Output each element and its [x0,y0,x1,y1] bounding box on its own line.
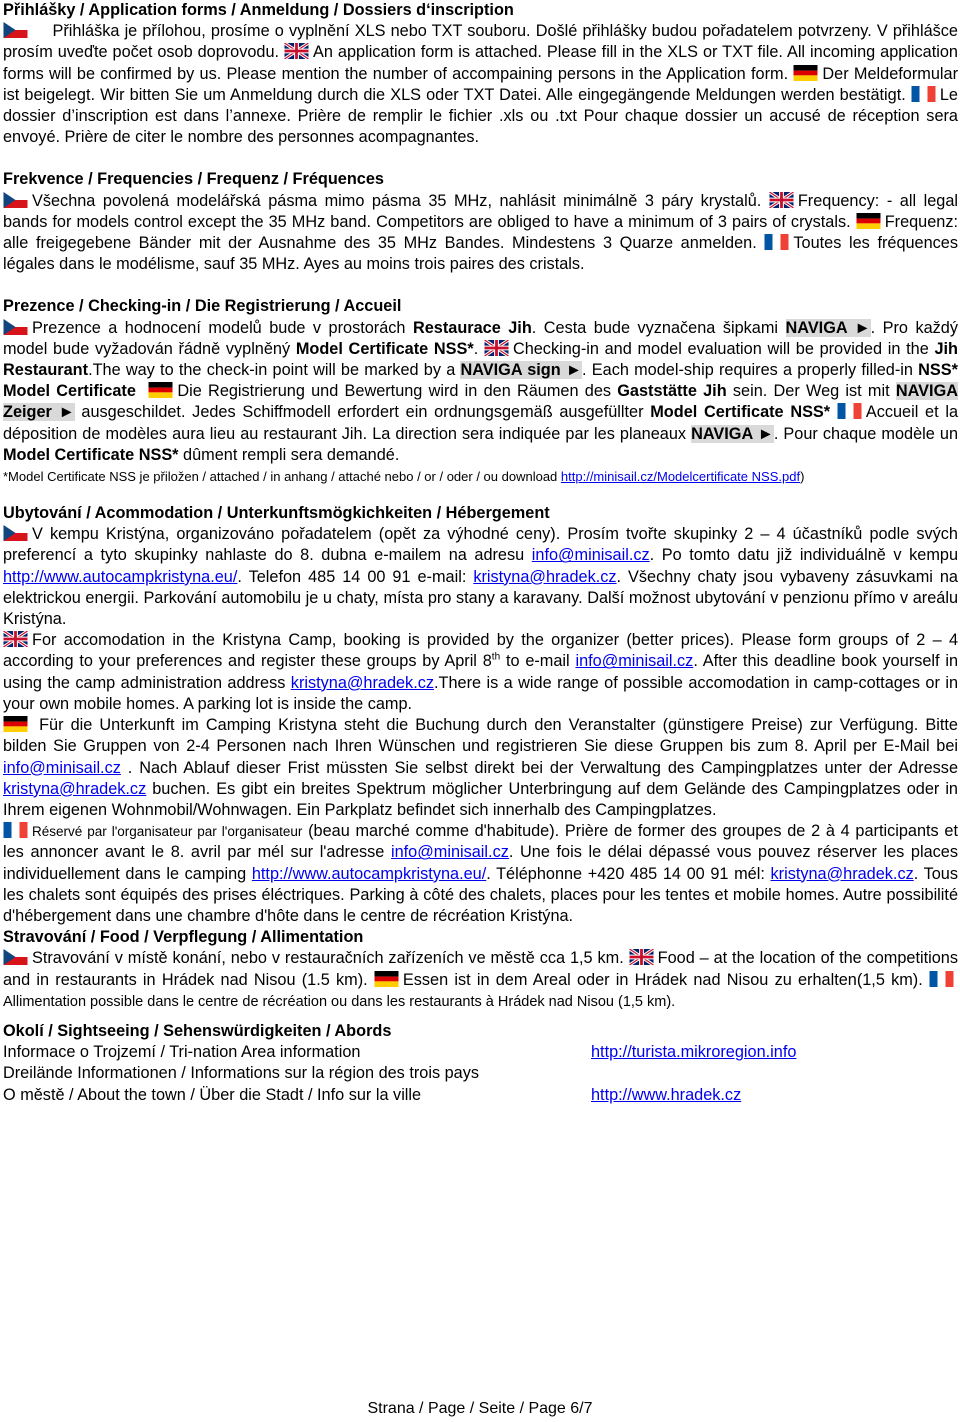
paragraph-food: Stravování v místě konání, nebo v restauračních zařízeních ve městě cca 1,5 km. Food – at the location of the competitions and in restaurants in Hrádek nad Nisou (1.5 km). Essen ist in dem Areal oder in Hrádek nad Nisou zu erhalten(1,5 km). Allimentation possible dans le centre de récréation ou dans les restaurants à Hrádek nad Nisou (1,5 km). [3,949,958,1010]
paragraph-accommodation-cz: V kempu Kristýna, organizováno pořadatelem (opět za výhodné ceny). Prosím tvořte skupinky 2 – 4 účastníků podle svých preferencí a tyto skupinky nahlaste do 8. dubna e-mailem na adresu info@minisail.cz. Po tomto datu již individuálně v kempu http://www.autocampkristyna.eu/. Telefon 485 14 00 91 e-mail: kristyna@hradek.cz. Všechny chaty jsou vybaveny zásuvkami na elektrickou energii. Parkování automobilu je u chaty, místa pro stany a karavany. Další možnost ubytování v penzionu přímo v areálu Kristýna. [3,525,958,629]
french-flag-icon [929,971,954,987]
paragraph-accommodation-en: For accomodation in the Kristyna Camp, booking is provided by the organizer (better prices). Please form groups of 2 – 4 according to your preferences and register these groups by April 8th to e-mail info@minisail.cz. After this deadline book yourself in using the camp administration address kristyna@hradek.cz.There is a wide range of possible accomodation in camp-cottages or in your own mobile homes. A parking lot is inside the camp. [3,631,959,713]
camp-website-link[interactable]: http://www.autocampkristyna.eu/ [251,864,487,883]
document-page [3,0,958,1106]
german-flag-icon [856,213,881,229]
certificate-note: *Model Certificate NSS je přiložen / attached / in anhang / attaché nebo / or / oder / ou download http://minisail.cz/Modelcertificate NSS.pdf) [3,469,805,485]
section-heading-sightseeing: Okolí / Sightseeing / Sehenswürdigkeiten / Abords [3,1021,392,1040]
german-flag-icon [793,65,818,81]
czech-flag-icon [3,319,28,335]
naviga-fr-marker: NAVIGA ► [691,424,774,443]
email-link[interactable]: info@minisail.cz [390,843,509,862]
paragraph-applications: Přihláška je přílohou, prosíme o vyplnění XLS nebo TXT souboru. Došlé přihlášky budou pořadatelem potvrzeny. V přihlášce prosím uveďte počet osob doprovodu. An application form is attached. Please fill in the XLS or TXT file. All incoming application forms will be confirmed by us. Please mention the number of accompaining persons in the Application form. Der Meldeformular ist beigelegt. Wir bitten Sie um Anmeldung durch die XLS oder TXT Datei. Alle eingegängende Meldungen werden bestätigt. Le dossier d’inscription est dans l’annexe. Prière de remplir le fichier .xls ou .txt Pour chaque dossier un accusé de réception sera envoyé. Prière de citer le nombre des personnes acompagnantes. [3,22,958,147]
paragraph-accommodation-de: Für die Unterkunft im Camping Kristyna steht die Buchung durch den Veranstalter (günstigere Preise) zur Verfügung. Bitte bilden Sie Gruppen von 2-4 Personen nach Ihren Wünschen und registrieren Sie diese Gruppen bis zum 8. April per E-Mail bei info@minisail.cz . Nach Ablauf dieser Frist müssten Sie selbst direkt bei der Verwaltung des Campingplatzes unter der Adresse kristyna@hradek.cz buchen. Es gibt ein breites Spektrum möglicher Unterbringung auf dem Gelände des Campingplatzes oder in Ihrem eigenen Wohnmobil/Wohnwagen. Ein Parkplatz befindet sich innerhalb des Campingplatzes. [3,716,958,819]
sightseeing-row: Informace o Trojzemí / Tri-nation Area information http://turista.mikroregion.info [3,1042,958,1063]
czech-flag-icon [3,22,28,38]
paragraph-frequencies: Všechna povolená modelářská pásma mimo pásma 35 MHz, nahlásit minimálně 3 páry krystalů. Frequency: - all legal bands for models control except the 35 MHz band. Competitors are obliged to have a minimum of 3 pairs of crystals. Frequenz: alle freigegebene Bänder mit der Ausnahme des 35 MHz Bandes. Mindestens 3 Quarze anmelden. Toutes les fréquences légales dans le modélisme, sauf 35 MHz. Ayes au moins trois paires des cristals. [3,191,959,274]
uk-flag-icon [3,631,28,647]
french-flag-icon [3,822,28,838]
section-heading-frequencies: Frekvence / Frequencies / Frequenz / Fréquences [3,170,384,189]
section-heading-accommodation: Ubytování / Acommodation / Unterkunftsmögkichkeiten / Hébergement [3,504,550,523]
uk-flag-icon [484,340,509,356]
czech-flag-icon [3,192,28,208]
camp-email-link[interactable]: kristyna@hradek.cz [770,864,914,883]
town-website-link[interactable]: http://www.hradek.cz [591,1085,742,1104]
french-flag-icon [764,234,789,250]
camp-email-link[interactable]: kristyna@hradek.cz [3,779,147,798]
region-info-link[interactable]: http://turista.mikroregion.info [591,1043,797,1062]
camp-email-link[interactable]: kristyna@hradek.cz [290,673,435,692]
section-heading-checkin: Prezence / Checking-in / Die Registrierung / Accueil [3,297,402,316]
page-footer: Strana / Page / Seite / Page 6/7 [367,1400,593,1417]
german-flag-icon [148,382,173,398]
email-link[interactable]: info@minisail.cz [575,652,694,671]
naviga-sign-marker: NAVIGA sign ► [460,361,583,380]
czech-flag-icon [3,949,28,965]
email-link[interactable]: info@minisail.cz [3,758,121,777]
email-link[interactable]: info@minisail.cz [531,546,650,565]
sightseeing-row: Dreilände Informationen / Informations sur la région des trois pays [3,1064,480,1083]
section-heading-food: Stravování / Food / Verpflegung / Allimentation [3,928,364,947]
camp-website-link[interactable]: http://www.autocampkristyna.eu/ [3,567,238,586]
czech-flag-icon [3,525,28,541]
naviga-marker: NAVIGA ► [785,318,871,337]
section-heading-applications: Přihlášky / Application forms / Anmeldung / Dossiers d‘inscription [3,1,514,19]
german-flag-icon [3,716,28,732]
french-flag-icon [911,86,936,102]
french-flag-icon [837,403,862,419]
paragraph-accommodation-fr: Réservé par l'organisateur par l'organisateur (beau marché comme d'habitude). Prière de former des groupes de 2 à 4 participants et les annoncer avant le 8. avril par mél sur l'adresse info@minisail.cz. Une fois le délai dépassé vous pouvez réserver les places individuellement dans le camping http://www.autocampkristyna.eu/. Téléphonne +420 485 14 00 91 mél: kristyna@hradek.cz. Tous les chalets sont équipés des prises éléctriques. Parking à côté des chalets, places pour les tentes et mobile homes. Autre possibilité d'hébergement dans une chambre d'hôte dans le centre de récréation Kristýna. [3,822,958,925]
camp-email-link[interactable]: kristyna@hradek.cz [473,567,617,586]
uk-flag-icon [284,43,309,59]
uk-flag-icon [769,192,794,208]
certificate-download-link[interactable]: http://minisail.cz/Modelcertificate NSS.pdf [560,469,801,485]
paragraph-checkin: Prezence a hodnocení modelů bude v prostorách Restaurace Jih. Cesta bude vyznačena šipkami NAVIGA ►. Pro každý model bude vyžadován řádně vyplněný Model Certificate NSS*. Checking-in and model evaluation will be provided in the Jih Restaurant.The way to the check-in point will be marked by a NAVIGA sign ►. Each model-ship requires a properly filled-in NSS* Model Certificate Die Registrierung und Bewertung wird in den Räumen des Gaststätte Jih sein. Der Weg ist mit NAVIGA Zeiger ► ausgeschildet. Jedes Schiffmodell erfordert ein ordnungsgemäß ausgefüllter Model Certificate NSS* Accueil et la déposition de modèles aura lieu au restaurant Jih. La direction sera indiquée par les planeaux NAVIGA ►. Pour chaque modèle un Model Certificate NSS* dûment rempli sera demandé. [3,318,959,464]
naviga-zeiger-marker: NAVIGA Zeiger ► [3,382,958,422]
sightseeing-row: O městě / About the town / Über die Stadt / Info sur la ville http://www.hradek.cz [3,1085,958,1106]
german-flag-icon [374,971,399,987]
uk-flag-icon [629,949,654,965]
